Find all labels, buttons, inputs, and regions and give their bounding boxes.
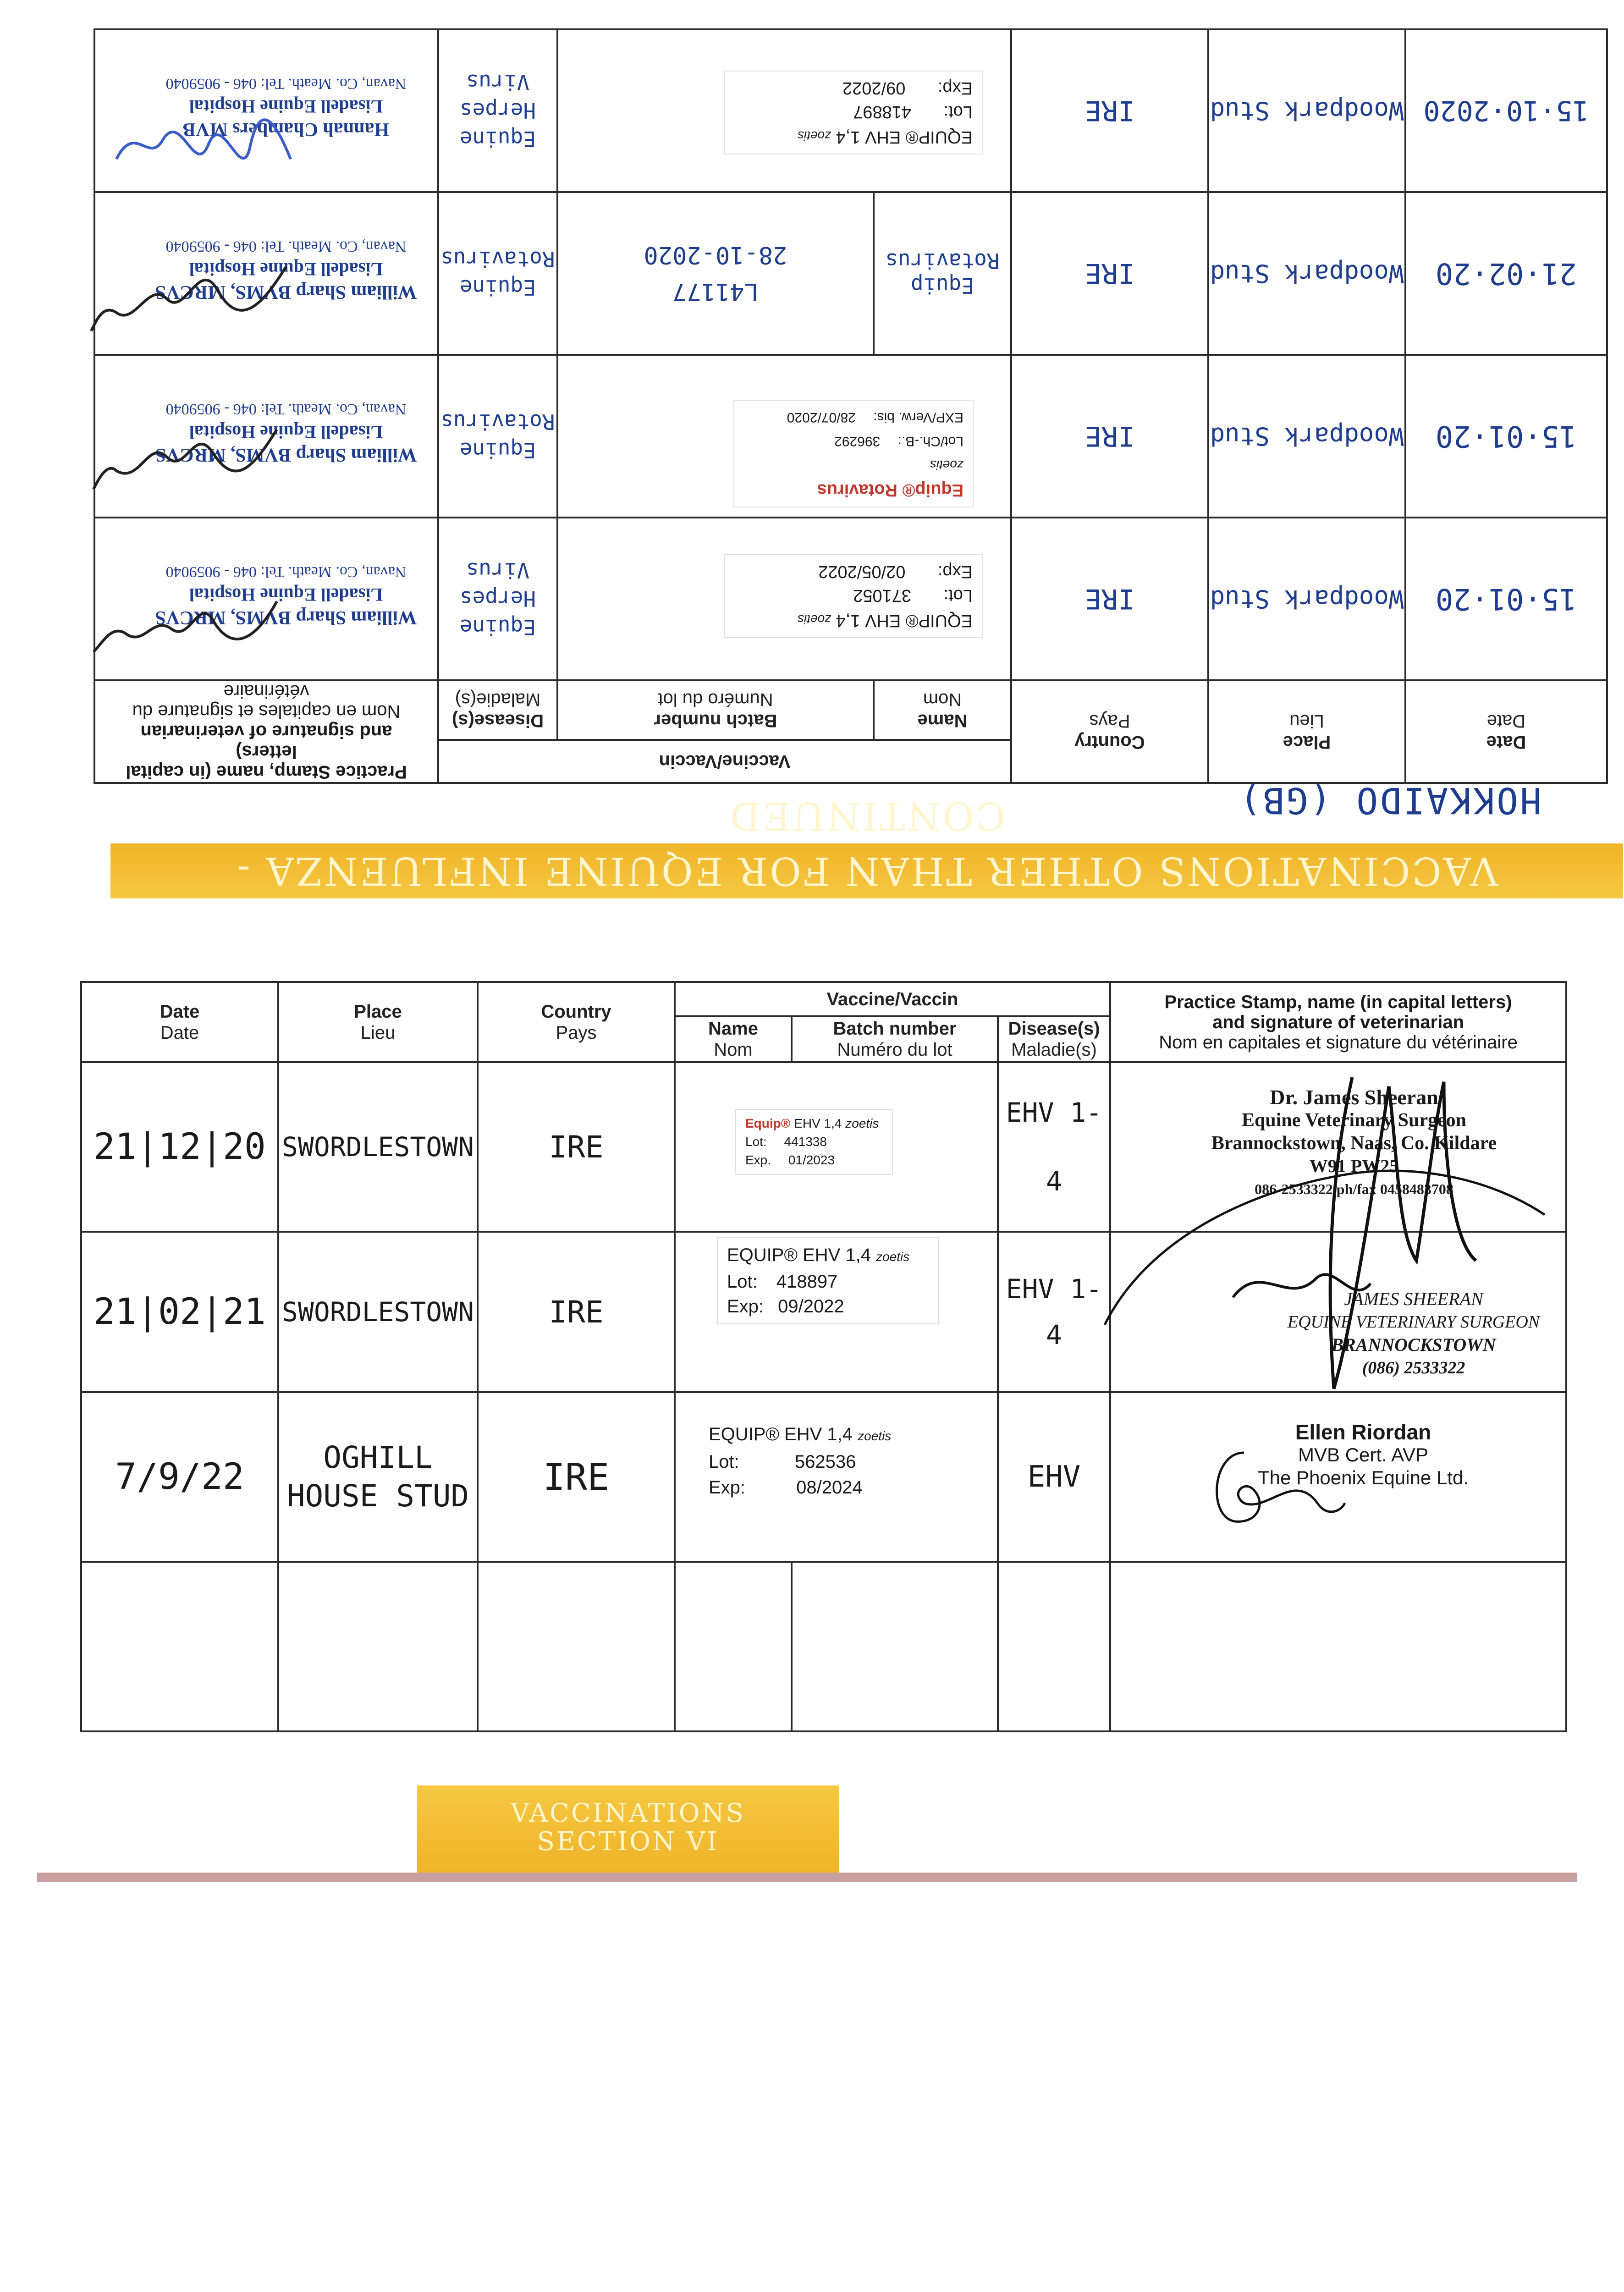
table-row xyxy=(81,1562,1566,1731)
table-row xyxy=(81,1392,1566,1562)
date-cell: 15·01·20 xyxy=(1405,518,1607,680)
place-cell: Woodpark Stud xyxy=(1208,518,1405,680)
country-cell: IRE xyxy=(1011,29,1208,192)
country-cell xyxy=(478,1562,675,1731)
date-cell: 15·01·20 xyxy=(1405,355,1607,518)
disease-cell: Equine Rotavirus xyxy=(438,192,557,355)
practice-stamp: Ellen Riordan MVB Cert. AVP The Phoenix Equine Ltd. xyxy=(1258,1420,1469,1488)
vaccine-label-cell xyxy=(557,29,1011,192)
header-practice: Practice Stamp, name (in capital letters) and signature of veterinarian Nom en capitales et signature du vétérinaire xyxy=(1110,982,1566,1062)
vaccine-label-cell xyxy=(557,355,1011,518)
practice-cell xyxy=(94,29,438,192)
header-batch: Batch number Numéro du lot xyxy=(792,1016,998,1062)
page-edge-bar xyxy=(37,1873,1577,1882)
disease-cell: Equine Herpes Virus xyxy=(438,29,557,192)
header-date: Date Date xyxy=(1405,680,1607,783)
upright-page-section xyxy=(0,953,1624,1857)
practice-cell xyxy=(1110,1562,1566,1731)
place-cell: OGHILL HOUSE STUD xyxy=(278,1392,478,1562)
signature-mark xyxy=(1203,1434,1349,1535)
header-country: Country Pays xyxy=(478,982,675,1062)
header-vaccine: Vaccine/Vaccin xyxy=(675,982,1110,1016)
header-disease: Disease(s) Maladie(s) xyxy=(998,1016,1110,1062)
date-cell: 21|12|20 xyxy=(81,1062,278,1232)
disease-cell: Equine Rotavirus xyxy=(438,355,557,518)
signature-mark xyxy=(98,86,300,187)
disease-cell: EHV 1-4 xyxy=(998,1062,1110,1232)
practice-stamp: Dr. James Sheeran Equine Veterinary Surgeon Brannockstown, Naas, Co. Kildare W91 PW25 086-2533322 ph/fax 0458483708 xyxy=(1211,1085,1497,1197)
country-cell: IRE xyxy=(1011,518,1208,680)
place-cell: SWORDLESTOWN xyxy=(278,1232,478,1392)
practice-stamp: JAMES SHEERAN EQUINE VETERINARY SURGEON BRANNOCKSTOWN (086) 2533322 xyxy=(1287,1289,1540,1377)
vaccine-sticker: Equip® EHV 1,4 zoetis Lot: 441338 Exp. 01/2023 xyxy=(735,1109,893,1175)
vaccine-sticker: EQUIP® EHV 1,4 zoetis Lot: 562536 Exp: 08/2024 xyxy=(699,1416,920,1506)
practice-cell xyxy=(94,518,438,680)
date-cell: 21·02·20 xyxy=(1405,192,1607,355)
practice-stamp: Hannah Chambers MVB Lisadell Equine Hospital Navan, Co. Meath. Tel: 046 - 9059040 xyxy=(165,75,407,140)
header-disease: Disease(s) Maladie(s) xyxy=(438,680,557,740)
place-cell: Woodpark Stud xyxy=(1208,192,1405,355)
place-cell xyxy=(278,1562,478,1731)
header-place: Place Lieu xyxy=(1208,680,1405,783)
vaccination-table-top xyxy=(94,28,1608,784)
table-row xyxy=(94,518,1607,680)
signature-mark xyxy=(89,244,291,345)
table-row xyxy=(94,355,1607,518)
header-name: Name Nom xyxy=(874,680,1011,740)
vaccine-label-cell xyxy=(557,518,1011,680)
table-row xyxy=(94,29,1607,192)
disease-cell xyxy=(998,1562,1110,1731)
date-cell: 21|02|21 xyxy=(81,1232,278,1392)
signature-mark xyxy=(89,579,281,670)
disease-cell: EHV 1-4 xyxy=(998,1232,1110,1392)
practice-stamp: William Sharp BVMS, MRCVS Lisadell Equine Hospital Navan, Co. Meath. Tel: 046 - 9059040 xyxy=(155,401,417,465)
header-vaccine: Vaccine/Vaccin xyxy=(438,740,1011,783)
vaccine-name-cell xyxy=(675,1562,792,1731)
disease-cell: Equine Herpes Virus xyxy=(438,518,557,680)
country-cell: IRE xyxy=(478,1232,675,1392)
header-place: Place Lieu xyxy=(278,982,478,1062)
signature-mark xyxy=(89,411,281,503)
country-cell: IRE xyxy=(478,1062,675,1232)
header-batch: Batch number Numéro du lot xyxy=(557,680,874,740)
country-cell: IRE xyxy=(478,1392,675,1562)
vaccine-sticker: EQUIP® EHV 1,4 zoetis Lot: 418897 Exp: 09/2022 xyxy=(724,71,983,154)
date-cell xyxy=(81,1562,278,1731)
place-cell: SWORDLESTOWN xyxy=(278,1062,478,1232)
country-cell: IRE xyxy=(1011,192,1208,355)
section-banner-continued: VACCINATIONS OTHER THAN FOR EQUINE INFLUENZA - CONTINUED xyxy=(110,843,1623,898)
header-date: Date Date xyxy=(81,982,278,1062)
vaccine-label-cell xyxy=(675,1392,998,1562)
vaccine-sticker: EQUIP® EHV 1,4 zoetis Lot: 418897 Exp: 09/2022 xyxy=(717,1237,939,1324)
section-banner-vaccinations: VACCINATIONS SECTION VI xyxy=(417,1785,839,1873)
date-cell: 7/9/22 xyxy=(81,1392,278,1562)
disease-cell: EHV xyxy=(998,1392,1110,1562)
date-cell: 15·10·2020 xyxy=(1405,29,1607,192)
vaccine-sticker: Equip® Rotavirus zoetis Lot/Ch.-B.: 396292 EXP/Verw. bis: 28/07/2020 xyxy=(733,400,974,507)
header-practice: Practice Stamp, name (in capital letters) and signature of veterinarian Nom en capitales et signature du vétérinaire xyxy=(94,680,438,783)
place-cell: Woodpark Stud xyxy=(1208,355,1405,518)
vaccine-label-cell xyxy=(675,1232,998,1392)
place-cell: Woodpark Stud xyxy=(1208,29,1405,192)
upside-down-page-section xyxy=(0,0,1624,953)
practice-cell xyxy=(94,355,438,518)
practice-cell xyxy=(94,192,438,355)
vaccine-name-cell: Equip Rotavirus xyxy=(874,192,1011,355)
practice-stamp: William Sharp BVMS, MRCVS Lisadell Equine Hospital Navan, Co. Meath. Tel: 046 - 9059040 xyxy=(155,563,417,628)
batch-cell xyxy=(792,1562,998,1731)
country-cell: IRE xyxy=(1011,355,1208,518)
signature-mark xyxy=(1096,1068,1554,1416)
header-country: Country Pays xyxy=(1011,680,1208,783)
handwritten-horse-name: HOKKAIDO (GB) xyxy=(1238,779,1541,821)
practice-stamp: William Sharp BVMS, MRCVS Lisadell Equine Hospital Navan, Co. Meath. Tel: 046 - 9059040 xyxy=(155,238,417,303)
table-row xyxy=(94,192,1607,355)
batch-cell: L41177 28-10-2020 xyxy=(557,192,874,355)
practice-cell xyxy=(1110,1392,1566,1562)
vaccine-sticker: EQUIP® EHV 1,4 zoetis Lot: 371052 Exp: 02/05/2022 xyxy=(724,554,983,638)
vaccine-label-cell xyxy=(675,1062,998,1232)
header-name: Name Nom xyxy=(675,1016,792,1062)
